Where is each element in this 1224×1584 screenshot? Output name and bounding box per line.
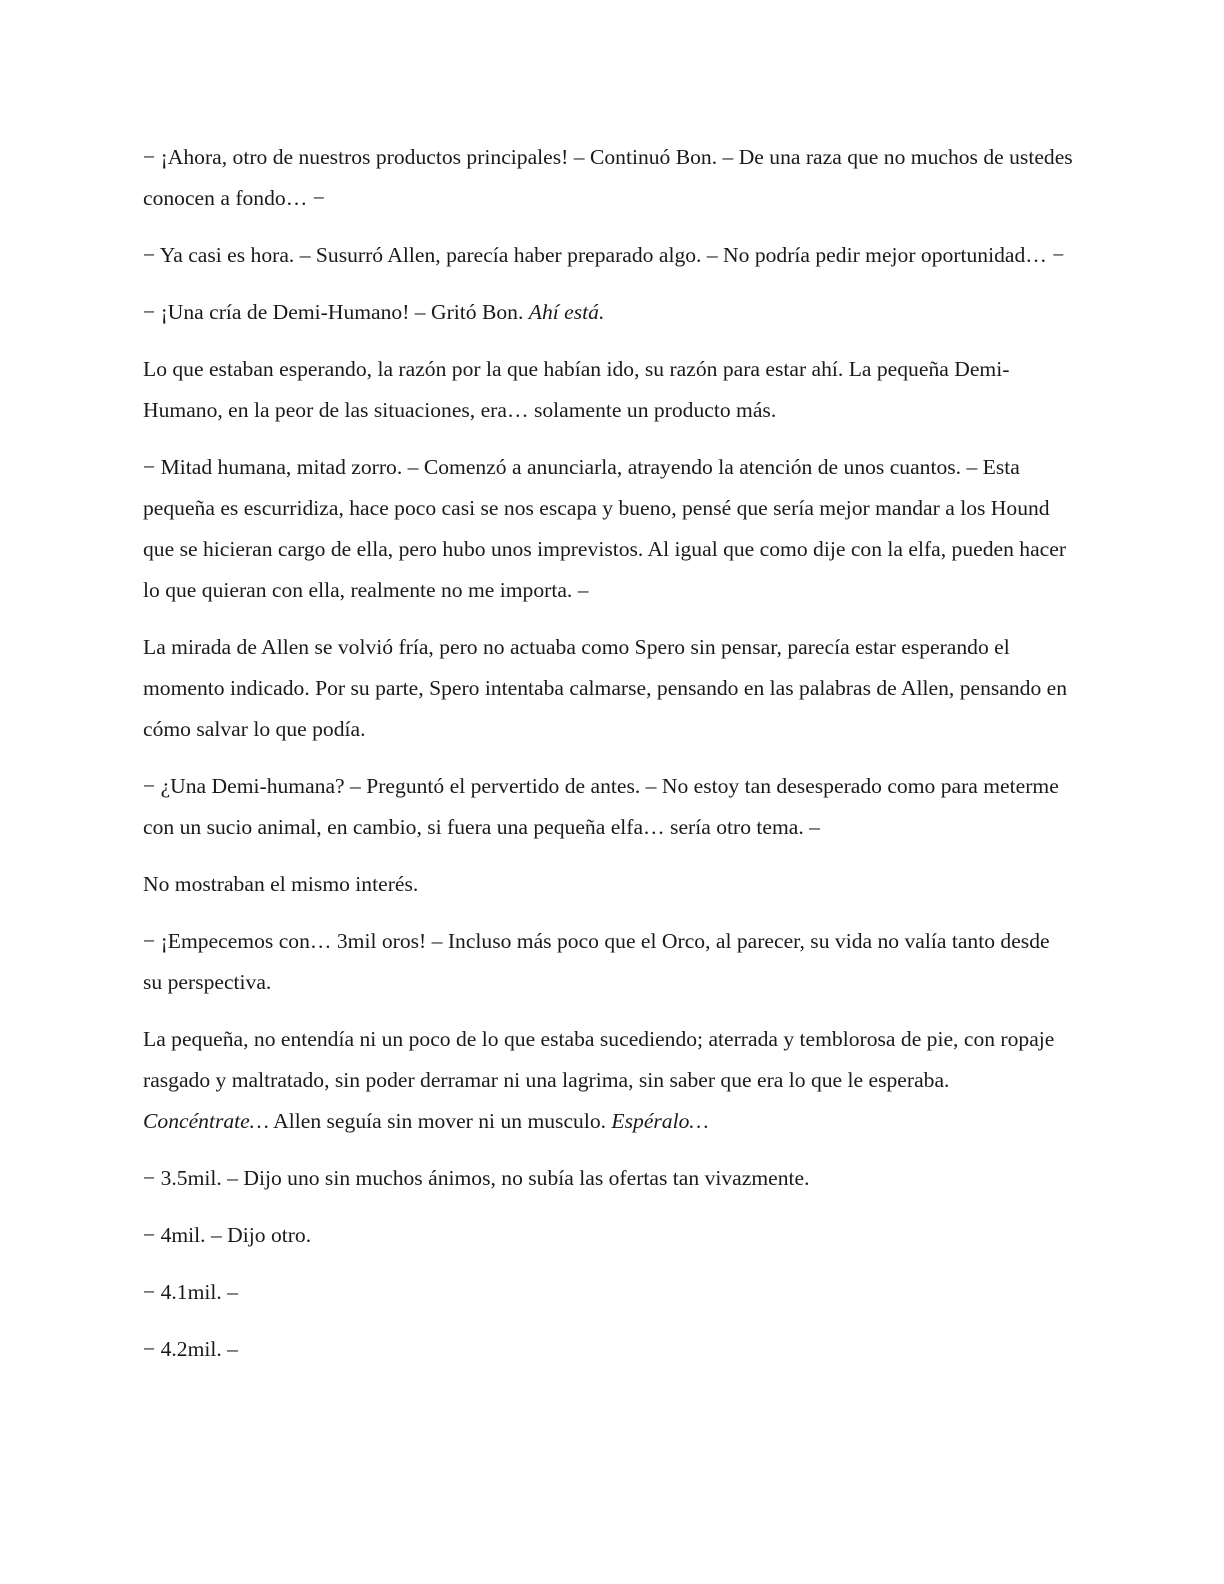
text-run: − 4mil. – Dijo otro. [143, 1223, 312, 1247]
text-run: Allen seguía sin mover ni un musculo. [268, 1109, 612, 1133]
italic-text: Ahí está. [528, 300, 605, 324]
text-run: − 4.1mil. – [143, 1280, 238, 1304]
paragraph [143, 137, 1073, 219]
text-run: − ¡Ahora, otro de nuestros productos principales! – Continuó Bon. – De una raza que no muchos de ustedes conocen a fondo… − [143, 145, 1073, 210]
text-run: − ¿Una Demi-humana? – Preguntó el pervertido de antes. – No estoy tan desesperado como para meterme con un sucio animal, en cambio, si fuera una pequeña elfa… sería otro tema. – [143, 774, 1059, 839]
text-run: − Mitad humana, mitad zorro. – Comenzó a anunciarla, atrayendo la atención de unos cuantos. – Esta pequeña es escurridiza, hace poco casi se nos escapa y bueno, pensé que sería mejor mandar a los Hound que se hicieran cargo de ella, pero hubo unos imprevistos. Al igual que como dije con la elfa, pueden hacer lo que quieran con ella, realmente no me importa. – [143, 455, 1067, 602]
paragraph [143, 1019, 1073, 1142]
paragraph [143, 1272, 1073, 1313]
text-run: Lo que estaban esperando, la razón por la que habían ido, su razón para estar ahí. La pequeña Demi-Humano, en la peor de las situaciones, era… solamente un producto más. [143, 357, 1010, 422]
paragraph [143, 1158, 1073, 1199]
paragraph [143, 864, 1073, 905]
paragraph [143, 627, 1073, 750]
text-run: − 3.5mil. – Dijo uno sin muchos ánimos, no subía las ofertas tan vivazmente. [143, 1166, 810, 1190]
paragraph [143, 1329, 1073, 1370]
paragraph [143, 235, 1073, 276]
text-run: − ¡Empecemos con… 3mil oros! – Incluso más poco que el Orco, al parecer, su vida no valía tanto desde su perspectiva. [143, 929, 1050, 994]
text-run: No mostraban el mismo interés. [143, 872, 419, 896]
paragraph [143, 349, 1073, 431]
document-body [143, 137, 1073, 1386]
paragraph [143, 447, 1073, 611]
text-run: − Ya casi es hora. – Susurró Allen, parecía haber preparado algo. – No podría pedir mejor oportunidad… − [143, 243, 1065, 267]
italic-text: Concéntrate… [143, 1109, 269, 1133]
text-run: − 4.2mil. – [143, 1337, 238, 1361]
italic-text: Espéralo… [611, 1109, 709, 1133]
paragraph [143, 766, 1073, 848]
paragraph [143, 921, 1073, 1003]
paragraph [143, 292, 1073, 333]
text-run: − ¡Una cría de Demi-Humano! – Gritó Bon. [143, 300, 529, 324]
text-run: La pequeña, no entendía ni un poco de lo que estaba sucediendo; aterrada y temblorosa de pie, con ropaje rasgado y maltratado, sin poder derramar ni una lagrima, sin saber que era lo que le esperaba. [143, 1027, 1055, 1092]
text-run: La mirada de Allen se volvió fría, pero no actuaba como Spero sin pensar, parecía estar esperando el momento indicado. Por su parte, Spero intentaba calmarse, pensando en las palabras de Allen, pensando en cómo salvar lo que podía. [143, 635, 1068, 741]
paragraph [143, 1215, 1073, 1256]
